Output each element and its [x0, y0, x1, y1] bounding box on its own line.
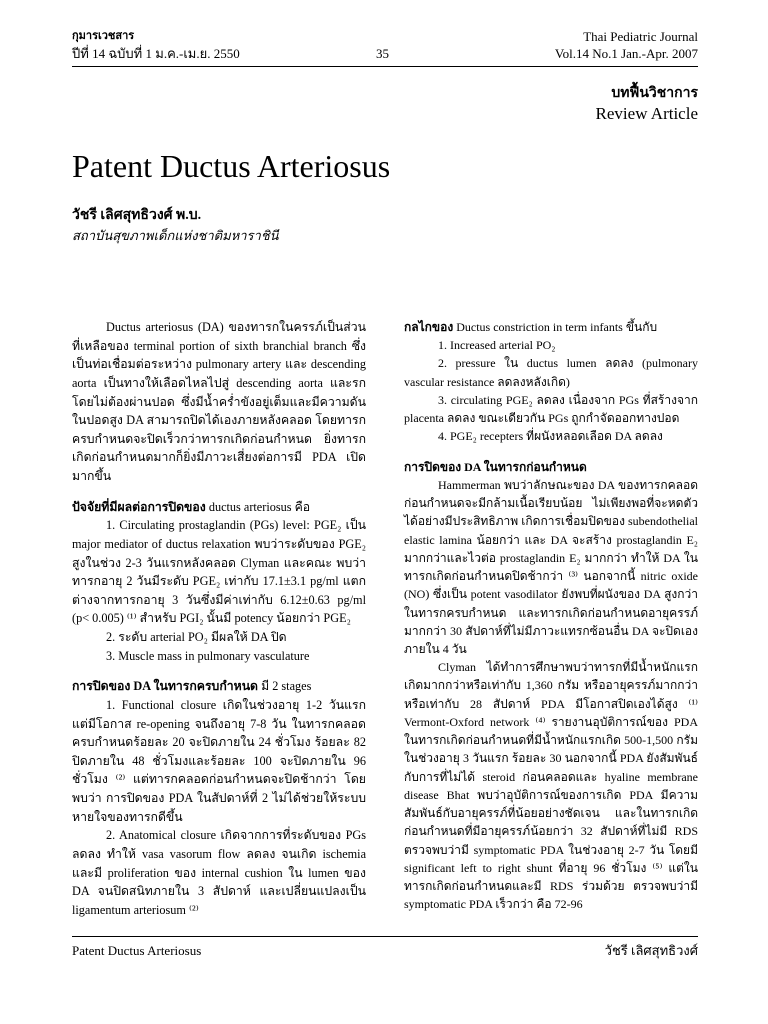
subheading-rest: ductus arteriosus คือ [205, 499, 311, 514]
paragraph: 1. Circulating prostaglandin (PGs) level: PGE₂ เป็น major mediator of ductus relaxation พบว่าระดับของ PGE₂ สูงในช่วง 2-3 วันแรกหลังคลอด Clyman และคณะ พบว่าทารกอายุ 2 วันมีระดับ PGE₂ เท่ากับ 17.1±3.1 pg/ml แตกต่างจากทารกอายุ 3 วันซึ่งมีค่าเท่ากับ 6.12±0.63 pg/ml (p< 0.005) ⁽¹⁾ สำหรับ PGI₂ นั้นมี potency น้อยกว่า PGE₂ [72, 518, 366, 626]
subheading [404, 458, 698, 476]
list-item: 2. ระดับ arterial PO₂ มีผลให้ DA ปิด [106, 630, 287, 644]
subheading [72, 498, 366, 517]
issue-info-thai: ปีที่ 14 ฉบับที่ 1 ม.ค.-เม.ย. 2550 [72, 46, 240, 61]
subheading-bold: การปิดของ DA ในทารกก่อนกำหนด [404, 459, 587, 474]
subheading-bold: ปัจจัยที่มีผลต่อการปิดของ [72, 499, 206, 514]
paragraph: Hammerman พบว่าลักษณะของ DA ของทารกคลอดก่อนกำหนดจะมีกล้ามเนื้อเรียบน้อย ไม่เพียงพอที่จะหดตัวได้อย่างมีประสิทธิภาพ เกิดการเชื่อมปิดของ subendothelial elastic lamina น้อยกว่า และ DA จะสร้าง prostaglandin E₂ มากกว่าและไวต่อ prostaglandin E₂ มากกว่า ทำให้ DA ในทารกเกิดก่อนกำหนดปิดช้ากว่า ⁽³⁾ นอกจากนี้ nitric oxide (NO) ซึ่งเป็น potent vasodilator ยังพบที่ผนังของ DA สูงกว่าในทารกครบกำหนด และทารกเกิดก่อนกำหนดอายุครรภ์มากกว่า 30 สัปดาห์ที่ไม่มีภาวะแทรกซ้อนอื่น DA จะปิดเองภายใน 4 วัน [404, 477, 698, 656]
author-affiliation: สถาบันสุขภาพเด็กแห่งชาติมหาราชินี [72, 228, 279, 243]
left-column [72, 318, 366, 919]
subheading [404, 318, 698, 336]
paragraph: Clyman ได้ทำการศึกษาพบว่าทารกที่มีน้ำหนักแรกเกิดมากกว่าหรือเท่ากับ 1,360 กรัม หรืออายุครรภ์มากกว่าหรือเท่ากับ 28 สัปดาห์ PDA มีโอกาสปิดเองได้สูง ⁽¹⁾ Vermont-Oxford network ⁽⁴⁾ รายงานอุบัติการณ์ของ PDA ในทารกเกิดก่อนกำหนดที่มีน้ำหนักแรกเกิด 500-1,500 กรัม ในช่วงอายุ 3 วันแรก ร้อยละ 30 นอกจากนี้ PDA ยังสัมพันธ์กับการที่ไม่ได้ steroid ก่อนคลอดและ hyaline membrane disease Bhat พบว่าอุบัติการณ์ของการเกิด PDA มีความสัมพันธ์กับอายุครรภ์ที่น้อยอย่างชัดเจน และในทารกเกิดก่อนกำหนดที่มีอายุครรภ์น้อยกว่า 32 สัปดาห์ที่ไม่มี RDS ตรวจพบว่ามี symptomatic PDA ในช่วงอายุ 2-7 วัน โดยมี significant left to right shunt ที่อายุ 96 ชั่วโมง ⁽⁵⁾ แต่ในทารกเกิดก่อนกำหนดและมี RDS ร่วมด้วย ตรวจพบว่ามี symptomatic PDA เร็วกว่า คือ 72-96 [404, 660, 698, 912]
subheading-rest: Ductus constriction in term infants ขึ้นกับ [453, 320, 658, 334]
paragraph: Ductus arteriosus (DA) ของทารกในครรภ์เป็นส่วนที่เหลือของ terminal portion of sixth branchial branch ซึ่งเป็นท่อเชื่อมต่อระหว่าง pulmonary artery และ descending aorta เป็นทางให้เลือดไหลไปสู่ descending aorta และรกโดยไม่ต้องผ่านปอด ซึ่งมีน้ำคร่ำขังอยู่เต็มและมีความดันในปอดสูง DA สามารถปิดได้เองภายหลังคลอด โดยทารกครบกำหนดจะปิดเร็วกว่าทารกเกิดก่อนกำหนด ยิ่งทารกเกิดก่อนกำหนดมากก็ยิ่งมีภาวะเสี่ยงต่อการมี PDA เปิดมากขึ้น [72, 320, 366, 483]
journal-name-english: Thai Pediatric Journal [583, 29, 698, 44]
running-footer-title: Patent Ductus Arteriosus [72, 943, 202, 958]
list-item: 3. Muscle mass in pulmonary vasculature [106, 648, 310, 663]
paragraph: 2. Anatomical closure เกิดจากการที่ระดับของ PGs ลดลง ทำให้ vasa vasorum flow ลดลง จนเกิด ischemia และมี proliferation ของ internal cushion ใน lumen ของ DA จนปิดสนิทภายใน 3 สัปดาห์ และเปลี่ยนแปลงเป็น ligamentum arteriosum ⁽²⁾ [72, 828, 366, 917]
header-rule [72, 66, 698, 67]
section-label-thai: บทฟื้นวิชาการ [611, 86, 698, 101]
section-label-english: Review Article [595, 104, 698, 123]
footer-rule [72, 936, 698, 937]
subheading-rest: มี 2 stages [258, 679, 312, 694]
page-number: 35 [376, 46, 389, 61]
list-item: 2. pressure ใน ductus lumen ลดลง (pulmonary vascular resistance ลดลงหลังเกิด) [404, 356, 698, 389]
running-footer-author: วัชรี เลิศสุทธิวงศ์ [604, 943, 698, 958]
section-label [596, 84, 698, 124]
subheading-bold: กลไกของ [404, 320, 454, 334]
subheading [72, 677, 366, 696]
list-item: 4. PGE₂ recepters ที่ผนังหลอดเลือด DA ลดลง [438, 429, 663, 444]
paragraph: 1. Functional closure เกิดในช่วงอายุ 1-2 วันแรก แต่มีโอกาส re-opening จนถึงอายุ 7-8 วัน ในทารกคลอดครบกำหนดร้อยละ 20 จะปิดภายใน 24 ชั่วโมง ร้อยละ 82 ปิดภายใน 48 ชั่วโมงและร้อยละ 100 จะปิดภายใน 96 ชั่วโมง ⁽²⁾ แต่ทารกคลอดก่อนกำหนดจะปิดช้ากว่า โดยพบว่า การปิดของ PDA ในสัปดาห์ที่ 2 ไม่ได้ช่วยให้ระบบหายใจของทารกดีขึ้น [72, 697, 366, 824]
journal-name-thai: กุมารเวชสาร [72, 30, 135, 42]
running-header-right [555, 28, 698, 62]
subheading-bold: การปิดของ DA ในทารกครบกำหนด [72, 679, 259, 694]
author-name: วัชรี เลิศสุทธิวงศ์ พ.บ. [72, 208, 202, 223]
article-title: Patent Ductus Arteriosus [72, 148, 391, 184]
list-item: 1. Increased arterial PO₂ [438, 338, 556, 353]
issue-info-english: Vol.14 No.1 Jan.-Apr. 2007 [554, 46, 698, 61]
right-column [404, 318, 698, 914]
running-header-left [72, 28, 240, 62]
list-item: 3. circulating PGE₂ ลดลง เนื่องจาก PGs ที่สร้างจาก placenta ลดลง ขณะเดียวกัน PGs ถูกกำจัดออกทางปอด [404, 392, 698, 426]
